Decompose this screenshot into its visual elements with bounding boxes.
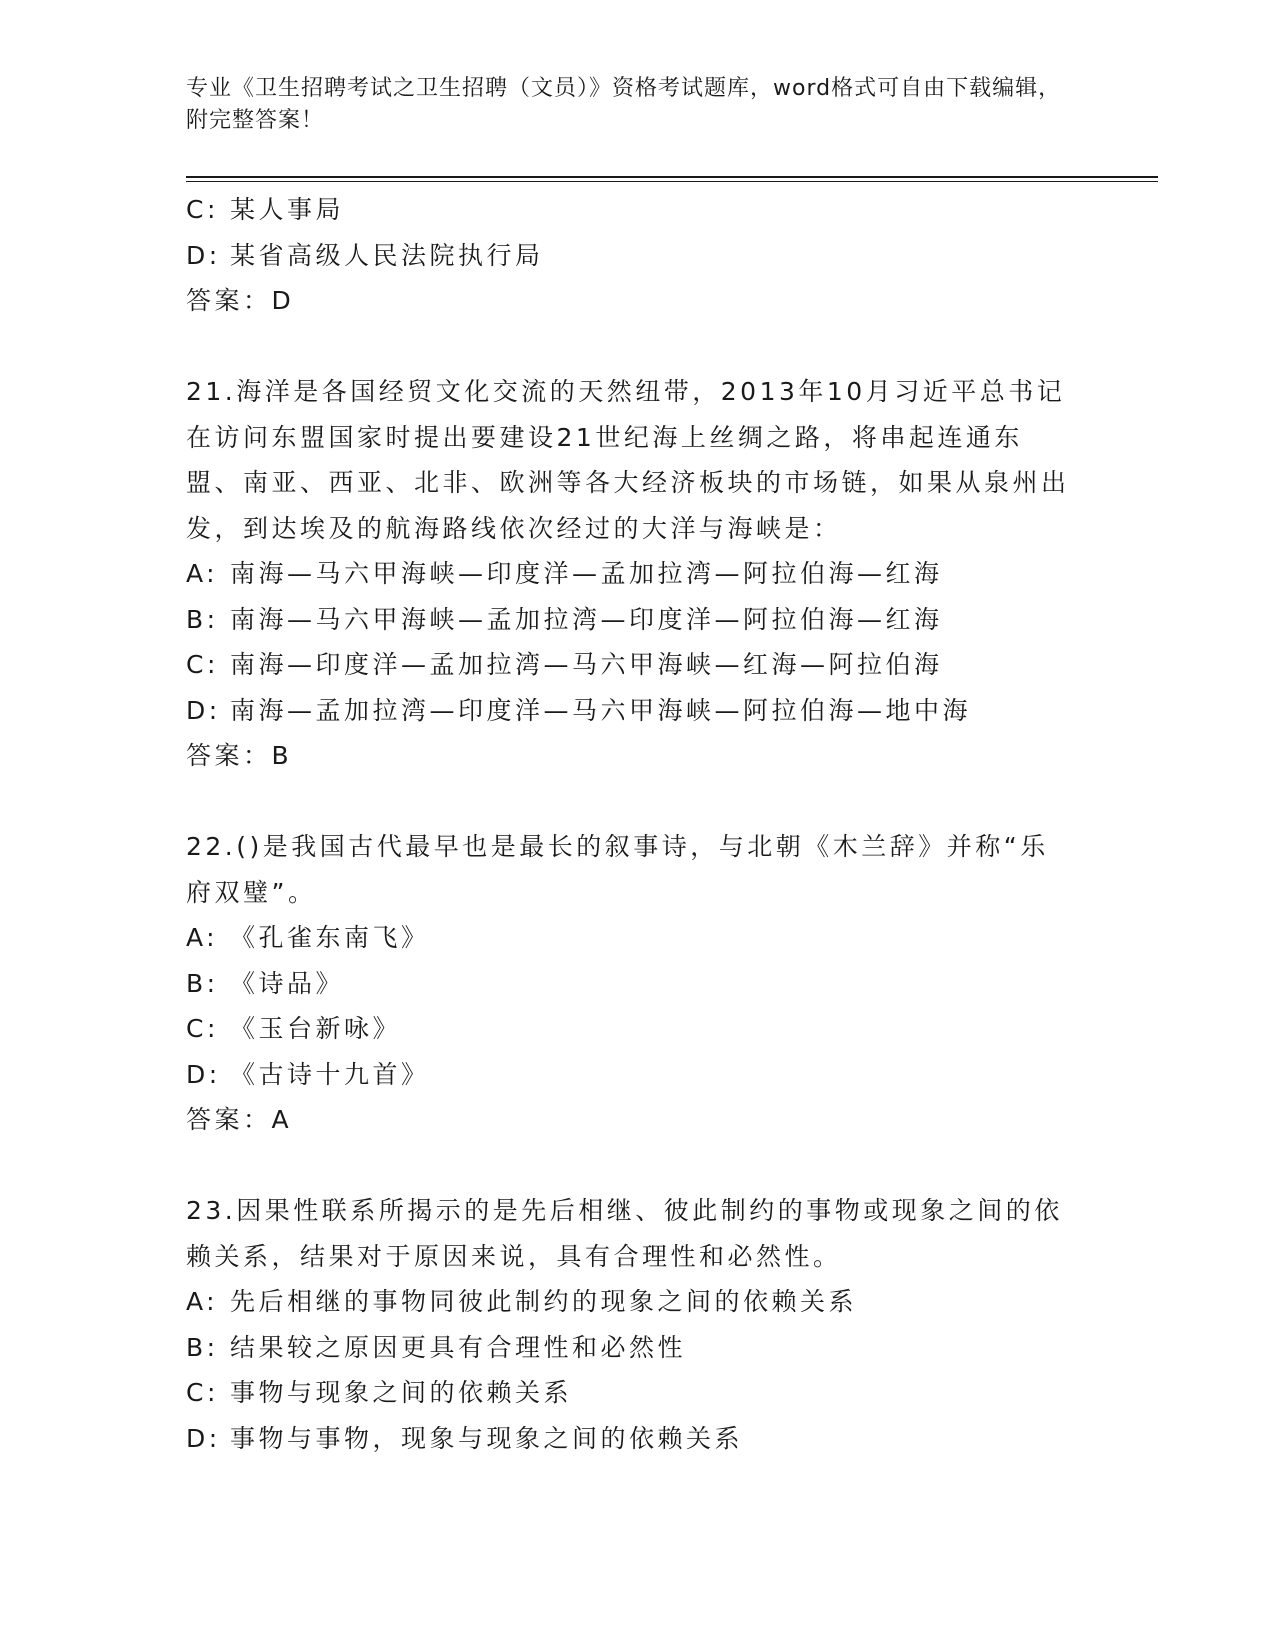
question-stem: 21.海洋是各国经贸文化交流的天然纽带，2013年10月习近平总书记在访问东盟国家时提出要建设21世纪海上丝绸之路，将串起连通东盟、南亚、西亚、北非、欧洲等各大经济板块的市场链，如果从泉州出发，到达埃及的航海路线依次经过的大洋与海峡是： — [186, 377, 1070, 543]
option-letter: C: — [186, 650, 219, 679]
spacer — [186, 779, 1086, 825]
option-letter: D: — [186, 1059, 221, 1089]
spacer — [186, 1143, 1086, 1189]
option-text: 事物与事物，现象与现象之间的依赖关系 — [230, 1423, 744, 1453]
spacer — [186, 324, 1086, 370]
option-letter: D: — [186, 695, 221, 725]
answer-line: 答案：D — [186, 286, 295, 315]
option-letter: A: — [186, 559, 219, 588]
option-text: 先后相继的事物同彼此制约的现象之间的依赖关系 — [230, 1287, 858, 1316]
question-stem: 22.()是我国古代最早也是最长的叙事诗，与北朝《木兰辞》并称“乐府双璧”。 — [186, 832, 1049, 907]
option-line — [186, 551, 1086, 597]
option-letter: B: — [186, 604, 219, 634]
option-letter: C: — [186, 195, 219, 224]
option-letter: D: — [186, 240, 221, 270]
option-text: 南海—孟加拉湾—印度洋—马六甲海峡—阿拉伯海—地中海 — [230, 695, 972, 725]
option-text: 南海—马六甲海峡—印度洋—孟加拉湾—阿拉伯海—红海 — [230, 559, 943, 588]
option-line — [186, 1325, 1086, 1371]
option-line — [186, 187, 1086, 233]
option-line — [186, 233, 1086, 279]
header-rule-thin — [186, 181, 1158, 182]
option-text: 《玉台新咏》 — [230, 1014, 402, 1043]
question-stem: 23.因果性联系所揭示的是先后相继、彼此制约的事物或现象之间的依赖关系，结果对于原因来说，具有合理性和必然性。 — [186, 1196, 1063, 1271]
option-letter: C: — [186, 1378, 219, 1407]
option-text: 《诗品》 — [230, 968, 345, 998]
option-line — [186, 915, 1086, 961]
option-line — [186, 642, 1086, 688]
option-line — [186, 961, 1086, 1007]
option-line — [186, 1006, 1086, 1052]
option-letter: D: — [186, 1423, 221, 1453]
document-header: 专业《卫生招聘考试之卫生招聘（文员）》资格考试题库，word格式可自由下载编辑，附完整答案！ — [186, 76, 1062, 133]
answer-line: 答案：A — [186, 1105, 293, 1134]
option-line — [186, 1416, 1086, 1462]
option-letter: B: — [186, 968, 219, 998]
option-text: 某人事局 — [230, 195, 345, 224]
option-text: 《古诗十九首》 — [230, 1059, 430, 1089]
option-text: 事物与现象之间的依赖关系 — [230, 1378, 573, 1407]
option-line — [186, 1052, 1086, 1098]
question-content — [186, 187, 1086, 1461]
option-text: 南海—印度洋—孟加拉湾—马六甲海峡—红海—阿拉伯海 — [230, 650, 943, 679]
option-letter: A: — [186, 923, 219, 952]
option-letter: C: — [186, 1014, 219, 1043]
option-text: 结果较之原因更具有合理性和必然性 — [230, 1332, 687, 1362]
option-line — [186, 1279, 1086, 1325]
option-text: 《孔雀东南飞》 — [230, 923, 430, 952]
option-line — [186, 1370, 1086, 1416]
option-text: 南海—马六甲海峡—孟加拉湾—印度洋—阿拉伯海—红海 — [230, 604, 943, 634]
option-line — [186, 597, 1086, 643]
option-line — [186, 688, 1086, 734]
option-text: 某省高级人民法院执行局 — [230, 240, 544, 270]
option-letter: B: — [186, 1332, 219, 1362]
option-letter: A: — [186, 1287, 219, 1316]
header-rule-thick — [186, 176, 1158, 178]
answer-line: 答案：B — [186, 741, 293, 770]
